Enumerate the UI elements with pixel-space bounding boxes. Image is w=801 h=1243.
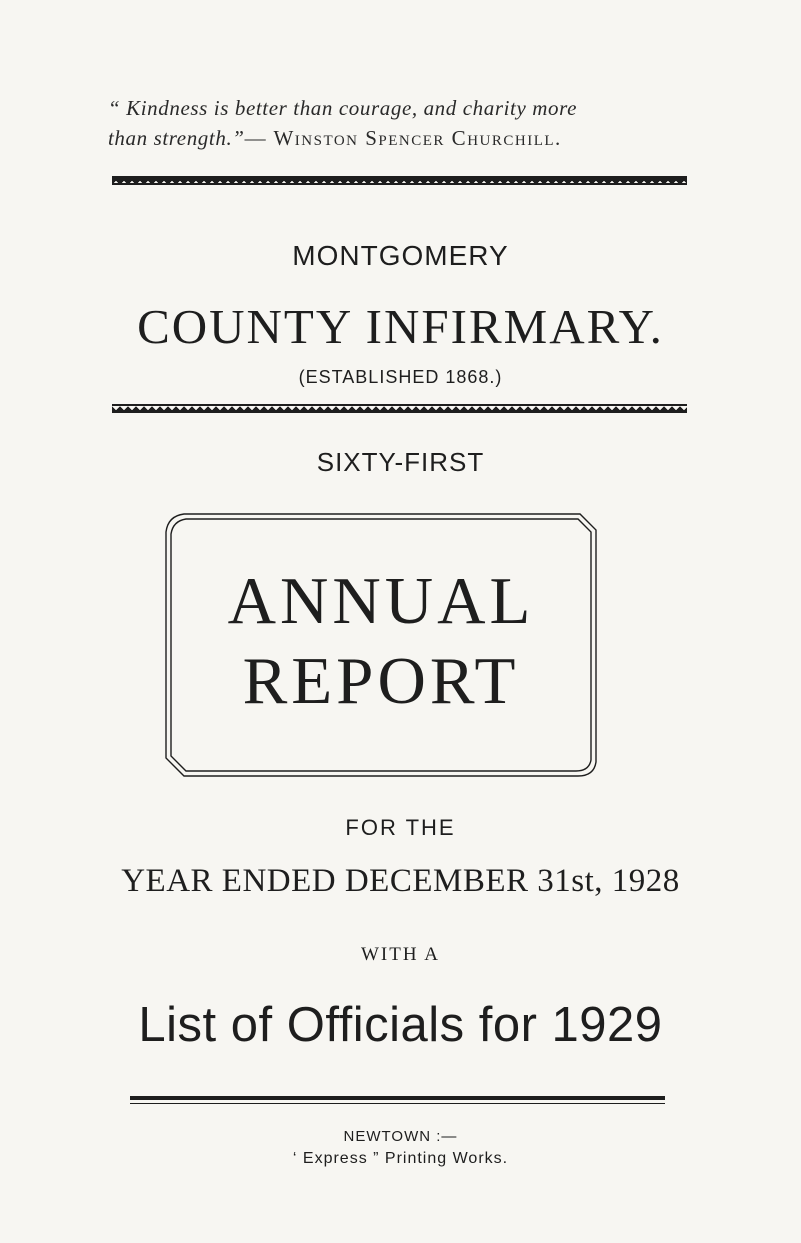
with-a-text: WITH A	[360, 944, 440, 965]
for-the-text: FOR THE	[345, 815, 456, 840]
annual-heading: ANNUAL	[227, 564, 535, 638]
title-line-2: COUNTY INFIRMARY.	[137, 299, 664, 354]
title-line-1: MONTGOMERY	[292, 240, 509, 271]
report-ordinal: SIXTY-FIRST	[316, 447, 485, 477]
quote-line-2: than strength.”	[108, 126, 245, 150]
quote-author: — Winston Spencer Churchill.	[244, 126, 562, 150]
imprint-place: NEWTOWN :—	[343, 1128, 458, 1145]
quote-line-1: “ Kindness is better than courage, and charity more	[108, 96, 578, 120]
imprint-printer: ‘ Express ” Printing Works.	[292, 1150, 509, 1167]
year-ended-text: YEAR ENDED DECEMBER 31st, 1928	[121, 863, 680, 899]
report-heading: REPORT	[242, 644, 520, 718]
established-date: (ESTABLISHED 1868.)	[298, 367, 503, 387]
ornamental-rule-top	[112, 176, 687, 185]
double-rule	[130, 1096, 665, 1104]
report-frame	[162, 510, 600, 780]
list-of-officials-heading: List of Officials for 1929	[138, 998, 663, 1052]
epigraph-quote	[108, 93, 728, 153]
ornamental-rule-bottom	[112, 404, 687, 413]
